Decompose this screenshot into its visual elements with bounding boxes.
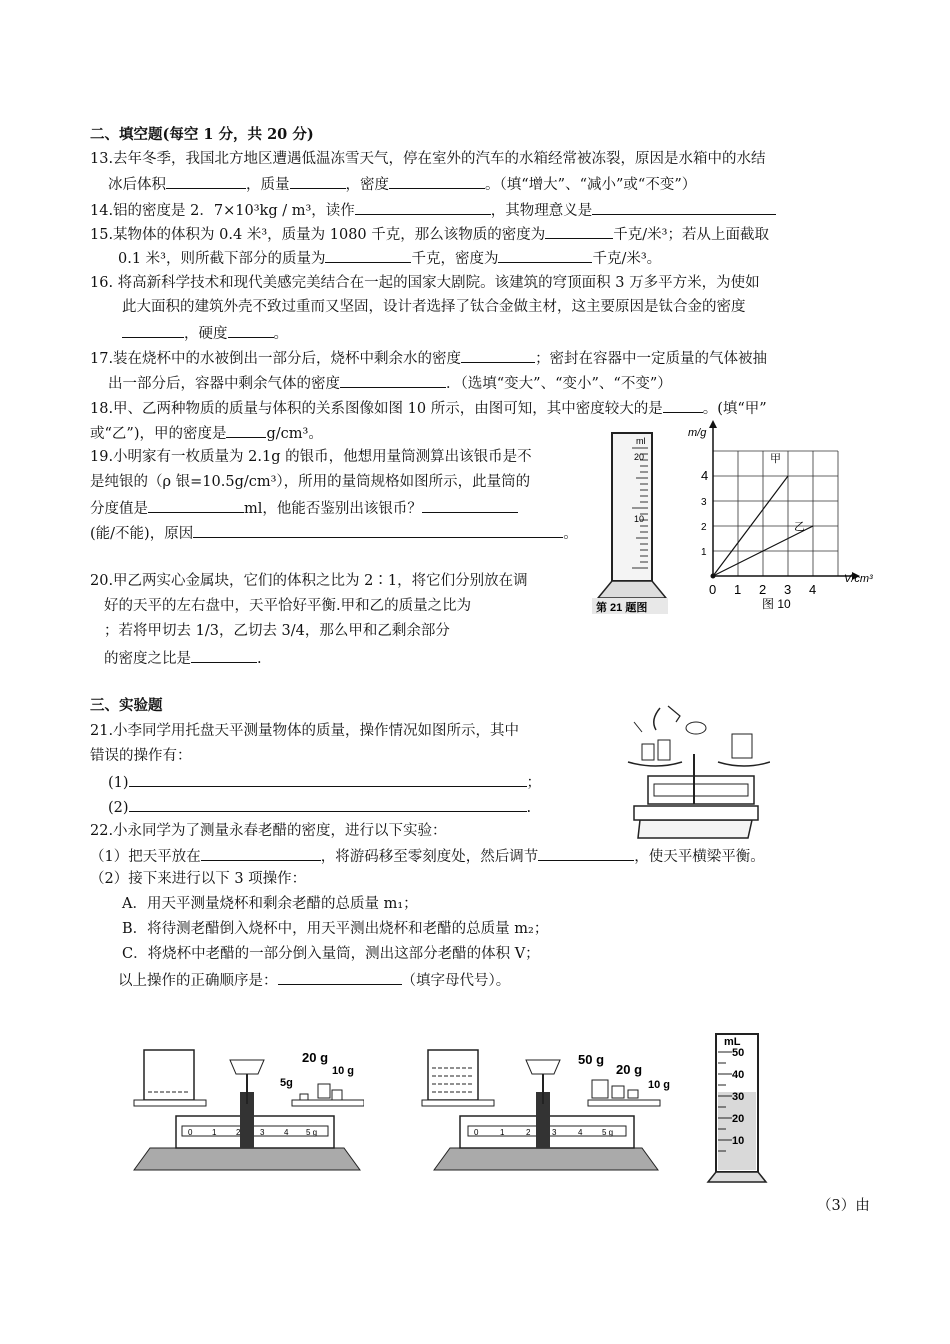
q16-blank-density[interactable] bbox=[122, 323, 184, 338]
graph-axes bbox=[709, 420, 860, 580]
x-tick-label: 2 bbox=[759, 582, 767, 597]
balance-right-figure bbox=[420, 1040, 672, 1180]
q19-line1: 19.小明家有一枚质量为 2.1g 的银币，他想用量筒测算出该银币是不 bbox=[90, 449, 532, 465]
cylinder-22-liquid bbox=[718, 1092, 756, 1170]
scale-left-1: 1 bbox=[212, 1128, 217, 1137]
scale-right-1: 1 bbox=[500, 1128, 505, 1137]
q22-blank-adjust[interactable] bbox=[538, 846, 634, 861]
cylinder-unit: ml bbox=[636, 436, 646, 446]
q14-blank-read[interactable] bbox=[355, 200, 491, 215]
y-tick-label: 1 bbox=[701, 547, 707, 558]
left-pan bbox=[628, 762, 682, 766]
q22-line2: （1）把天平放在 ，将游码移至零刻度处，然后调节 ，使天平横梁平衡。 bbox=[90, 846, 765, 866]
rider-scale bbox=[654, 784, 748, 796]
weight-label-20g: 20 g bbox=[302, 1050, 329, 1065]
q13-line1: 13.去年冬季，我国北方地区遭遇低温冻雪天气，停在室外的汽车的水箱经常被冻裂，原因是水箱中的水结 bbox=[90, 151, 766, 167]
q22-step-b: B．将待测老醋倒入烧杯中，用天平测出烧杯和老醋的总质量 m₂； bbox=[122, 921, 549, 937]
series-label-jia: 甲 bbox=[770, 453, 781, 465]
weight-20g bbox=[612, 1086, 624, 1098]
q16-line1: 16. 将高新科学技术和现代美感完美结合在一起的国家大剧院。该建筑的穹顶面积 3 万多平方米，为使如 bbox=[90, 275, 760, 291]
cylinder-mark-10: 10 bbox=[634, 514, 645, 524]
q15-blank-mass[interactable] bbox=[325, 248, 411, 263]
x-tick-label: 3 bbox=[784, 582, 792, 597]
x-axis-label: V/cm³ bbox=[844, 573, 873, 585]
q22-line1: 22.小永同学为了测量永春老醋的密度，进行以下实验： bbox=[90, 823, 447, 839]
q18-line1: 18.甲、乙两种物质的质量与体积的关系图像如图 10 所示，由图可知，其中密度较大的是 。(填“甲” bbox=[90, 398, 767, 418]
q22-blank-place[interactable] bbox=[201, 846, 321, 861]
q20-line3: ；若将甲切去 1/3，乙切去 3/4，那么甲和乙剩余部分 bbox=[104, 623, 450, 639]
cylinder-22-mark-40: 40 bbox=[732, 1069, 745, 1081]
x-tick-label: 1 bbox=[734, 582, 742, 597]
object-block bbox=[732, 734, 752, 758]
q22-part3: （3）由 bbox=[817, 1198, 870, 1214]
q14-blank-meaning[interactable] bbox=[592, 200, 776, 215]
cylinder-22-unit: mL bbox=[724, 1036, 741, 1048]
cylinder-22-mark-20: 20 bbox=[732, 1113, 745, 1125]
measuring-cylinder-22-figure bbox=[706, 1030, 768, 1184]
weight-block-1 bbox=[642, 744, 654, 760]
q18-line2: 或“乙”)，甲的密度是 g/cm³。 bbox=[90, 423, 323, 443]
q19-line3: 分度值是 ml，他能否鉴别出该银币？ bbox=[90, 498, 518, 518]
q15-line1: 15.某物体的体积为 0.4 米³，质量为 1080 千克，那么该物质的密度为 千克/米³；若从上面截取 bbox=[90, 224, 769, 244]
q21-line1: 21.小李同学用托盘天平测量物体的质量，操作情况如图所示，其中 bbox=[90, 723, 520, 739]
scale-left-2: 2 bbox=[236, 1128, 241, 1137]
right-pan bbox=[588, 1100, 660, 1106]
weight-block-2 bbox=[658, 740, 670, 760]
q19-blank-reason[interactable] bbox=[193, 523, 563, 538]
q17-blank-gas[interactable] bbox=[340, 373, 446, 388]
scale-right-0: 0 bbox=[474, 1128, 479, 1137]
q21-line2: 错误的操作有： bbox=[90, 748, 192, 764]
q13-blank-volume[interactable] bbox=[166, 174, 246, 189]
q20-line1: 20.甲乙两实心金属块，它们的体积之比为 2∶1，将它们分别放在调 bbox=[90, 573, 528, 589]
balance-operation-figure bbox=[620, 700, 770, 842]
x-tick-label: 0 bbox=[709, 582, 717, 597]
arrow-icon bbox=[634, 722, 642, 732]
q17-line2: 出一部分后，容器中剩余气体的密度 ．（选填“变大”、“变小”、“不变”） bbox=[108, 373, 672, 393]
balance-left-figure bbox=[132, 1040, 364, 1180]
series-label-yi: 乙 bbox=[794, 521, 805, 533]
cylinder-22-base bbox=[708, 1172, 766, 1182]
left-pan bbox=[422, 1100, 494, 1106]
q22-step-a: A．用天平测量烧杯和剩余老醋的总质量 m₁； bbox=[122, 896, 418, 912]
scale-left-5: 5 g bbox=[306, 1128, 318, 1137]
graph-caption: 图 10 bbox=[762, 597, 791, 611]
q16-line2: 此大面积的建筑外壳不致过重而又坚固，设计者选择了钛合金做主材，这主要原因是钛合金的密度 bbox=[122, 299, 746, 315]
weight-label-20g: 20 g bbox=[616, 1062, 643, 1077]
q22-order: 以上操作的正确顺序是： （填字母代号）。 bbox=[118, 970, 510, 990]
q22-step-c: C．将烧杯中老醋的一部分倒入量筒，测出这部分老醋的体积 V； bbox=[122, 946, 540, 962]
cylinder-22-mark-10: 10 bbox=[732, 1135, 745, 1147]
scale-left-0: 0 bbox=[188, 1128, 193, 1137]
y-tick-label: 4 bbox=[701, 468, 709, 483]
y-axis-arrow bbox=[709, 420, 717, 428]
q21-blank-2[interactable] bbox=[129, 797, 527, 812]
balance-left-base bbox=[134, 1148, 360, 1170]
q19-blank-division[interactable] bbox=[148, 498, 244, 513]
scale-right-4: 4 bbox=[578, 1128, 583, 1137]
weight-50g bbox=[592, 1080, 608, 1098]
q15-blank-density[interactable] bbox=[545, 224, 613, 239]
y-tick-label: 2 bbox=[701, 522, 707, 533]
weight-10g bbox=[628, 1090, 638, 1098]
cylinder-base bbox=[598, 581, 666, 598]
measuring-cylinder-figure bbox=[592, 428, 672, 616]
tweezer-icon bbox=[668, 706, 680, 722]
cylinder-22-mark-50: 50 bbox=[732, 1047, 745, 1059]
q13-line2: 冰后体积 ，质量 ，密度 。（填“增大”、“减小”或“不变”） bbox=[108, 174, 696, 194]
weight-label-10g: 10 g bbox=[332, 1065, 355, 1077]
q17-line1: 17.装在烧杯中的水被倒出一部分后，烧杯中剩余水的密度 ；密封在容器中一定质量的气体被抽 bbox=[90, 348, 767, 368]
origin-point bbox=[711, 574, 716, 579]
weight-label-5g: 5g bbox=[280, 1077, 293, 1089]
q17-blank-water[interactable] bbox=[461, 348, 535, 363]
weight-10g bbox=[332, 1090, 342, 1100]
q13-blank-mass[interactable] bbox=[290, 174, 346, 189]
weight-label-10g: 10 g bbox=[648, 1079, 671, 1091]
q22-line3: （2）接下来进行以下 3 项操作： bbox=[90, 871, 307, 887]
cylinder-caption: 第 21 题图 bbox=[596, 602, 648, 614]
q15-blank-density2[interactable] bbox=[498, 248, 592, 263]
q20-line2: 好的天平的左右盘中，天平恰好平衡.甲和乙的质量之比为 bbox=[104, 598, 472, 614]
mass-volume-graph bbox=[686, 418, 886, 614]
q21-item2: (2) . bbox=[108, 797, 531, 817]
q21-blank-1[interactable] bbox=[129, 772, 527, 787]
q20-line4: 的密度之比是 . bbox=[104, 648, 262, 668]
y-tick-label: 3 bbox=[701, 497, 707, 508]
q19-line2: 是纯银的（ρ 银=10.5g/cm³），所用的量筒规格如图所示，此量筒的 bbox=[90, 474, 531, 490]
weight-5g bbox=[300, 1094, 308, 1100]
q19-blank-can[interactable] bbox=[422, 498, 518, 513]
cylinder-tube bbox=[612, 433, 652, 581]
graph-grid bbox=[713, 451, 838, 576]
weight-20g bbox=[318, 1084, 330, 1098]
section2-title: 二、填空题(每空 1 分，共 20 分) bbox=[90, 126, 314, 143]
scale-right-2: 2 bbox=[526, 1128, 531, 1137]
q13-blank-density[interactable] bbox=[389, 174, 485, 189]
q20-blank-ratio[interactable] bbox=[191, 648, 257, 663]
x-tick-label: 4 bbox=[809, 582, 817, 597]
section3-title: 三、实验题 bbox=[90, 697, 163, 714]
q22-blank-order[interactable] bbox=[278, 970, 402, 985]
q16-line3: ，硬度 。 bbox=[122, 323, 288, 343]
weight-label-50g: 50 g bbox=[578, 1052, 605, 1067]
y-axis-label: m/g bbox=[688, 427, 707, 439]
scale-left-4: 4 bbox=[284, 1128, 289, 1137]
cylinder-mark-20: 20 bbox=[634, 452, 645, 462]
left-pan bbox=[134, 1100, 206, 1106]
balance-platform bbox=[634, 806, 758, 820]
q18-blank-density[interactable] bbox=[226, 423, 266, 438]
hand-icon bbox=[654, 708, 660, 730]
cylinder-22-mark-30: 30 bbox=[732, 1091, 745, 1103]
scale-left-3: 3 bbox=[260, 1128, 265, 1137]
right-pan bbox=[718, 762, 770, 766]
scale-dial bbox=[686, 722, 706, 734]
right-pan bbox=[292, 1100, 364, 1106]
balance-base bbox=[638, 820, 752, 838]
balance-right-base bbox=[434, 1148, 658, 1170]
scale-right-5: 5 g bbox=[602, 1128, 614, 1137]
scale-right-3: 3 bbox=[552, 1128, 557, 1137]
q19-line4: (能/不能)，原因 。 bbox=[90, 523, 578, 543]
q16-blank-hardness[interactable] bbox=[228, 323, 274, 338]
q14: 14.铝的密度是 2．7×10³kg / m³，读作 ，其物理意义是 bbox=[90, 200, 776, 220]
q21-item1: (1) ； bbox=[108, 772, 541, 792]
balance-left-dial bbox=[230, 1060, 264, 1074]
q18-blank-larger[interactable] bbox=[663, 398, 703, 413]
balance-right-dial bbox=[526, 1060, 560, 1074]
q15-line2: 0.1 米³，则所截下部分的质量为 千克，密度为 千克/米³。 bbox=[118, 248, 661, 268]
